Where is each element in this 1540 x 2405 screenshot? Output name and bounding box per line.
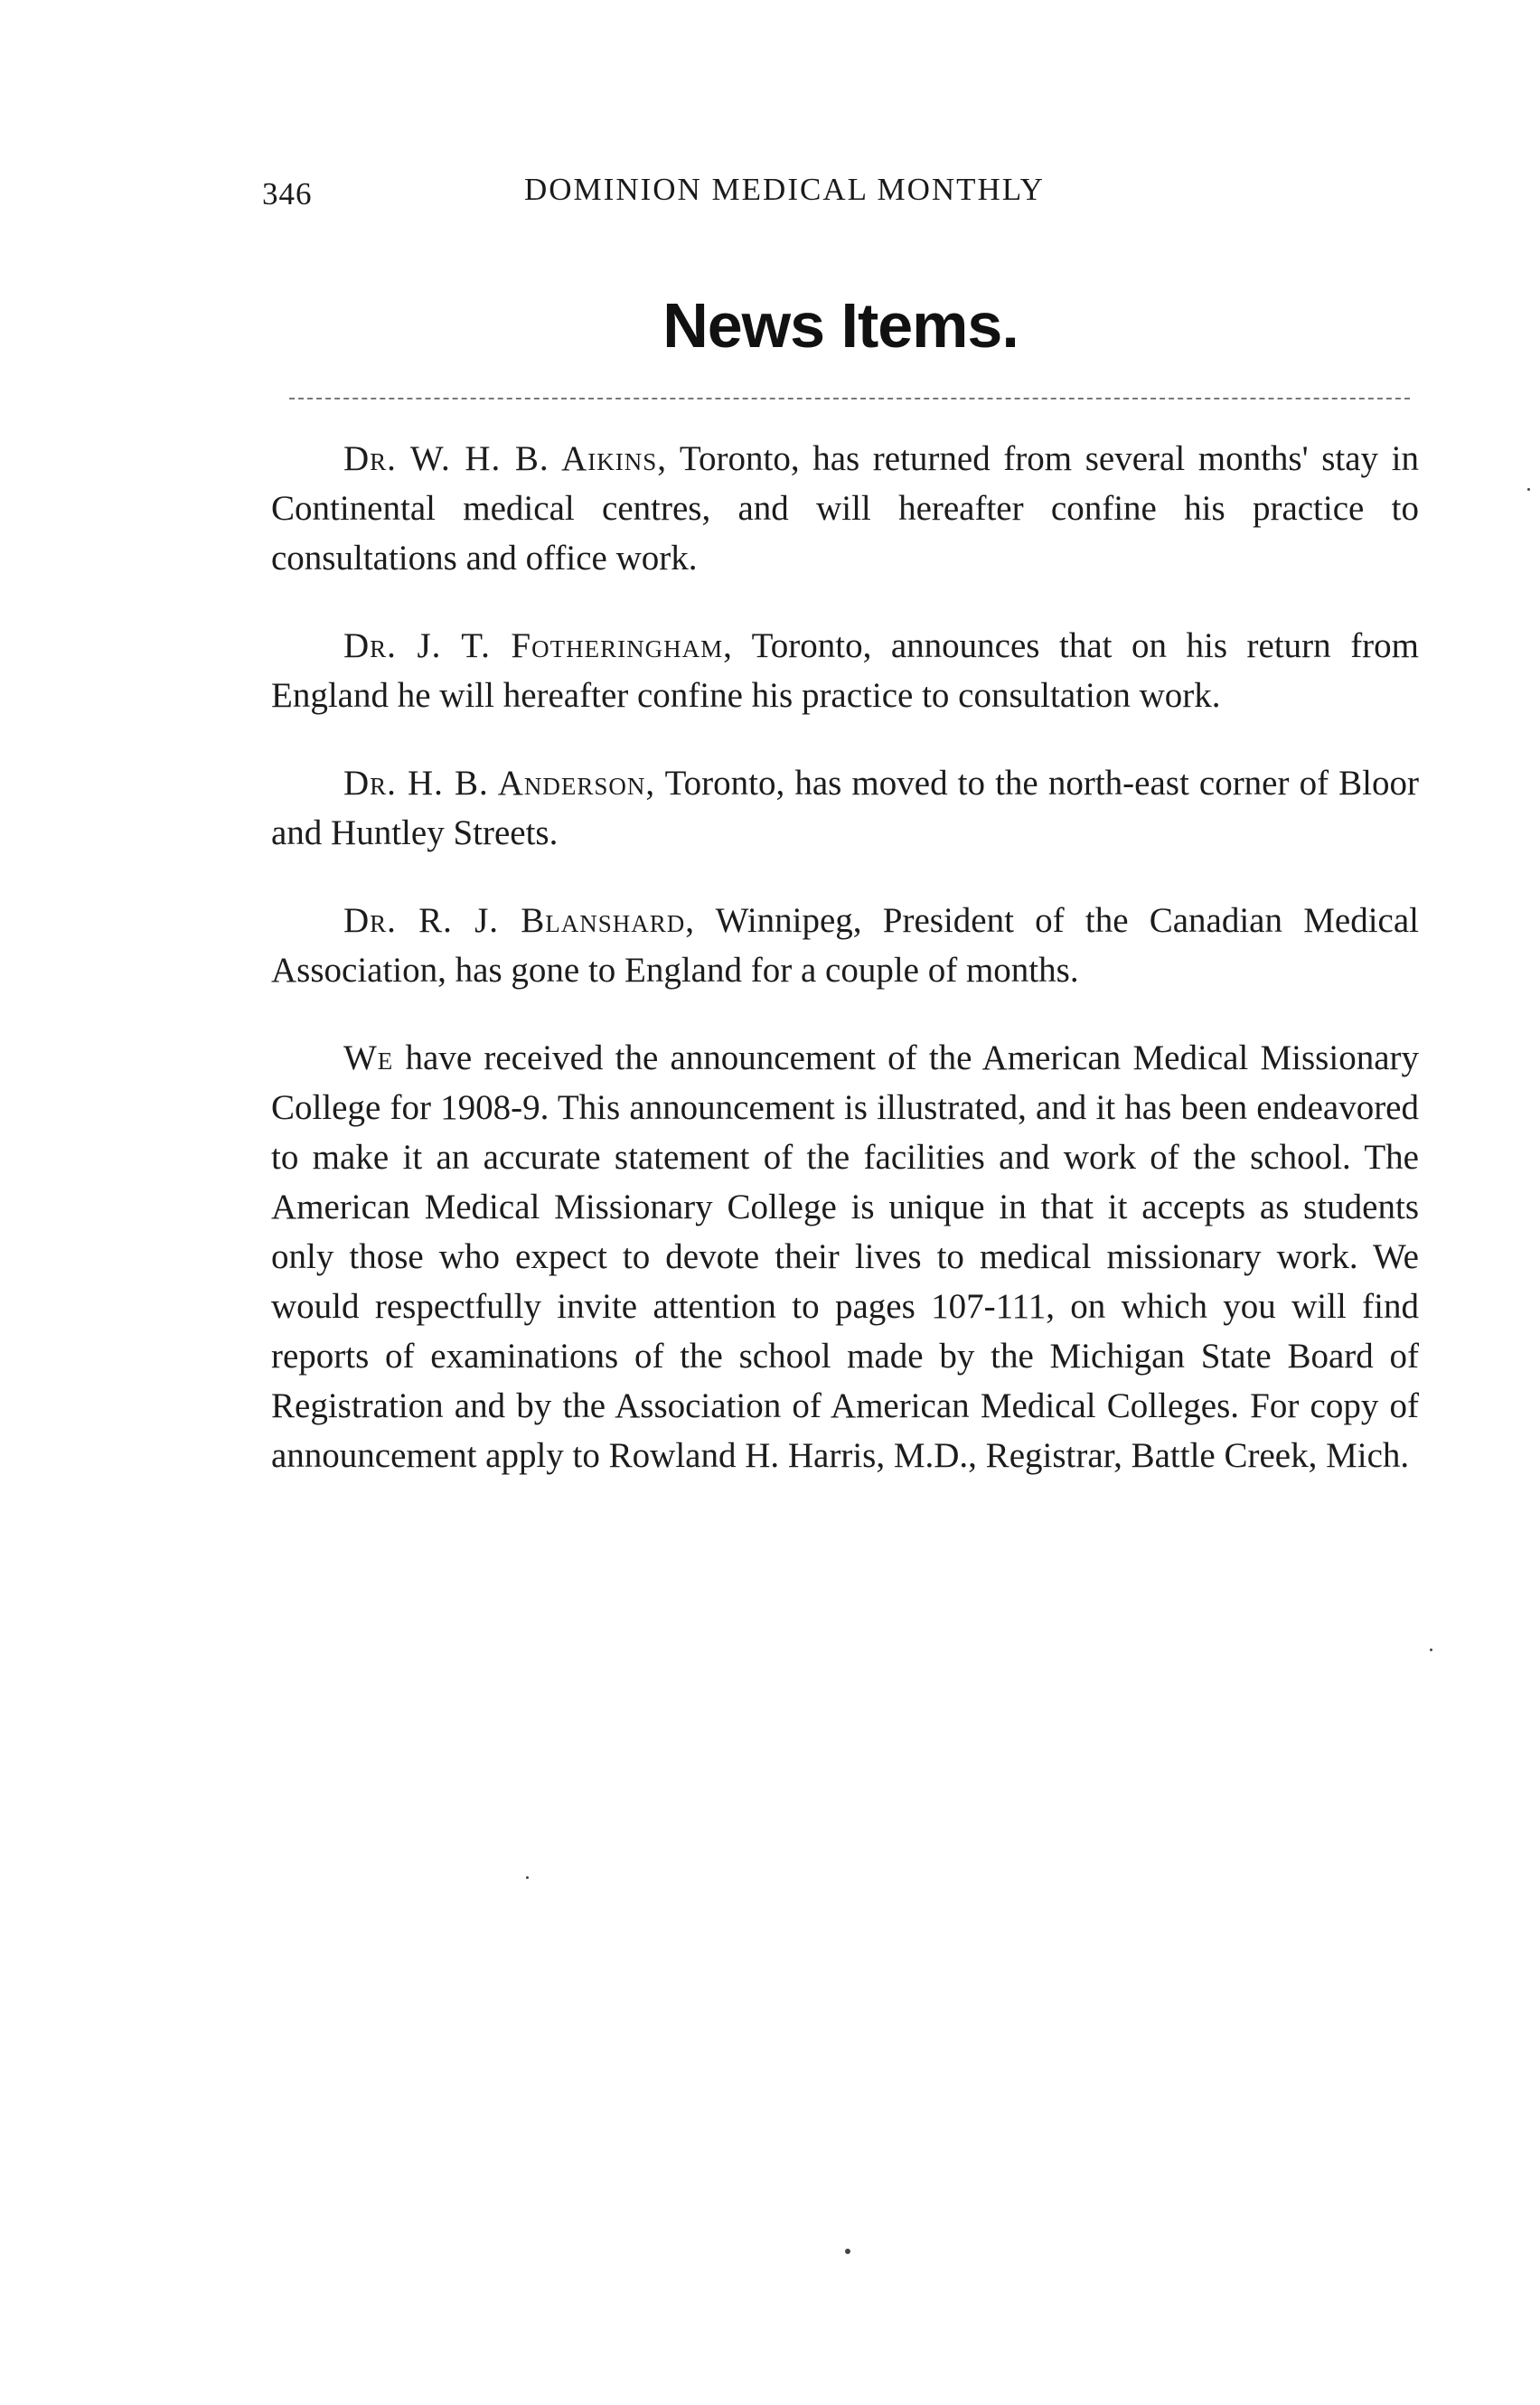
running-head bbox=[262, 172, 1175, 217]
scan-speck bbox=[526, 1876, 529, 1879]
item-lead: Dr. R. J. Blanshard, bbox=[343, 901, 696, 940]
journal-title: DOMINION MEDICAL MONTHLY bbox=[524, 172, 1045, 207]
item-lead: Dr. J. T. Fotheringham, bbox=[343, 626, 733, 665]
scan-speck bbox=[1430, 1649, 1432, 1651]
item-body: Toronto, has returned from several months' stay in Continental medical centres, and will hereafter confine his practice to consultations and office work. bbox=[271, 439, 1419, 578]
item-lead: We bbox=[343, 1038, 394, 1077]
news-item-missionary-college bbox=[271, 1033, 1419, 1480]
news-items bbox=[271, 434, 1419, 1518]
title-rule bbox=[289, 398, 1410, 399]
page-number: 346 bbox=[262, 176, 313, 211]
item-lead: Dr. H. B. Anderson, bbox=[343, 764, 656, 803]
news-item-fotheringham bbox=[271, 621, 1419, 720]
item-body: Winnipeg, President of the Canadian Medical Association, has gone to England for a couple of months. bbox=[271, 901, 1419, 990]
scan-speck bbox=[1527, 488, 1530, 491]
section-title: News Items. bbox=[662, 290, 1019, 361]
news-item-aikins bbox=[271, 434, 1419, 583]
item-body: have received the announcement of the American Medical Missionary College for 1908-9. This announcement is illustrated, and it has been endeavored to make it an accurate statement of the facilities and work of the school. The American Medical Missionary College is unique in that it accepts as students only those who expect to devote their lives to medical missionary work. We would respectfully invite attention to pages 107-111, on which you will find reports of examinations of the school made by the Michigan State Board of Registration and by the Association of American Medical Colleges. For copy of announcement apply to Rowland H. Harris, M.D., Registrar, Battle Creek, Mich. bbox=[271, 1038, 1419, 1475]
scan-speck bbox=[845, 2249, 850, 2254]
item-lead: Dr. W. H. B. Aikins, bbox=[343, 439, 668, 478]
item-body: Toronto, announces that on his return from England he will hereafter confine his practice to consultation work. bbox=[271, 626, 1420, 715]
news-item-blanshard bbox=[271, 896, 1419, 995]
news-item-anderson bbox=[271, 758, 1419, 858]
item-body: Toronto, has moved to the north-east corner of Bloor and Huntley Streets. bbox=[271, 764, 1419, 852]
